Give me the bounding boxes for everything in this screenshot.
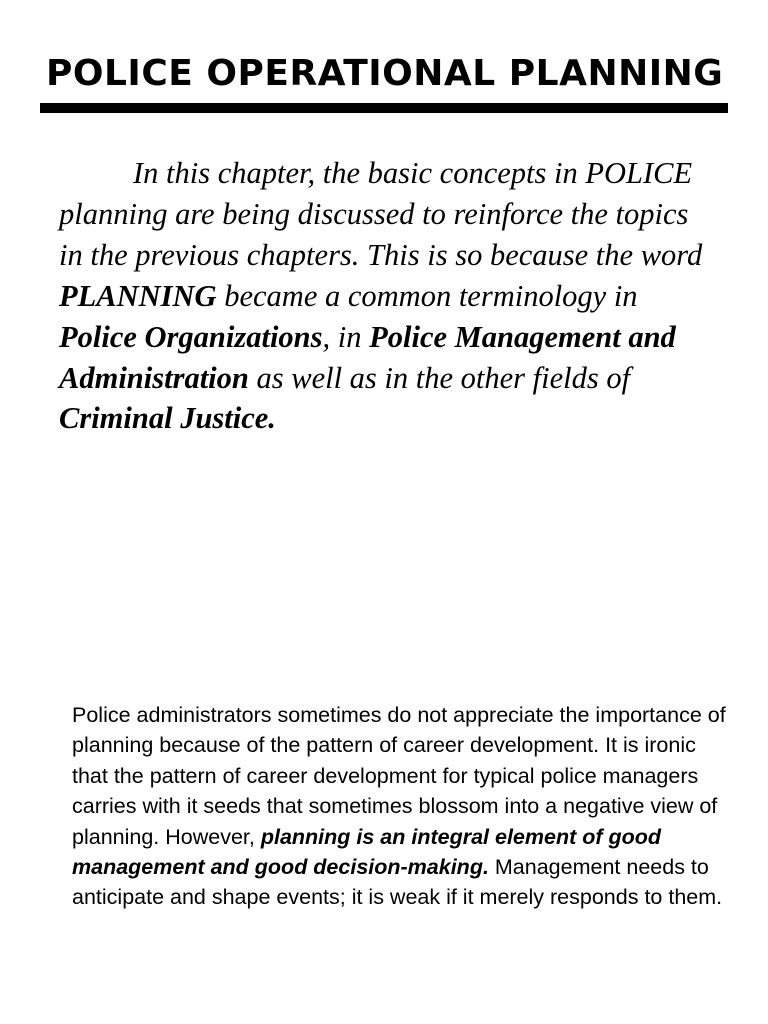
intro-text: became a common terminology in (216, 278, 638, 313)
body-text: Police administrators sometimes do not appreciate the importance of planning because of the pattern of career development. It is ironic that the pattern of career development for typical police managers carries with it seeds that sometimes blossom into a negative view of planning. However, (72, 703, 726, 849)
intro-bold-criminal-justice: Criminal Justice. (59, 401, 276, 436)
body-paragraph (72, 700, 732, 913)
intro-bold-planning: PLANNING (59, 278, 217, 313)
intro-bold-police-organizations: Police Organizations (59, 319, 323, 354)
page-title: POLICE OPERATIONAL PLANNING (46, 53, 724, 94)
intro-text: as well as in the other fields of (248, 360, 631, 395)
title-underline (40, 103, 728, 113)
intro-text: , in (322, 319, 370, 354)
body-emphasis: planning is an integral element of good management and good decision-making. (72, 824, 662, 880)
intro-bold-police-management: Police Management and Administration (59, 319, 676, 395)
intro-text: In this chapter, the basic concepts in POLICE planning are being discussed to reinforce the topics in the previous chapters. This is so because the word (59, 156, 703, 272)
body-text: Management needs to anticipate and shape events; it is weak if it merely responds to them. (72, 855, 723, 910)
intro-paragraph (59, 153, 719, 439)
